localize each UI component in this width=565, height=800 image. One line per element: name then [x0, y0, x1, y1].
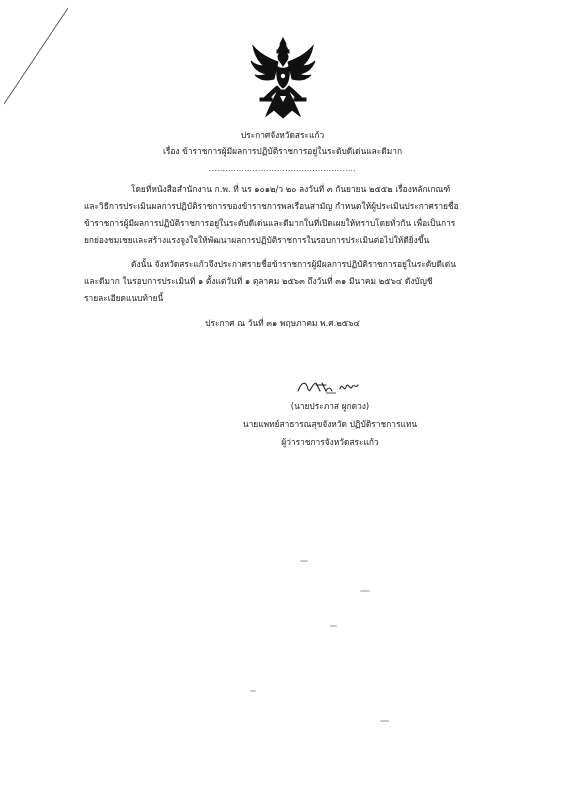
- paragraph1-line2: และวิธีการประเมินผลการปฏิบัติราชการของข้าราชการพลเรือนสามัญ กำหนดให้ผู้ประเมินประกาศรายชื่อ: [84, 201, 459, 211]
- scan-speck: [360, 590, 370, 592]
- paragraph1-line3: ข้าราชการผู้มีผลการปฏิบัติราชการอยู่ในระดับดีเด่นและดีมากในที่เปิดเผยให้ทราบโดยทั่วกัน เพื่อเป็นการ: [84, 218, 456, 228]
- paragraph2-line1: ดังนั้น จังหวัดสระแก้วจึงประกาศรายชื่อข้าราชการผู้มีผลการปฏิบัติราชการอยู่ในระดับดีเด่น: [131, 259, 456, 269]
- garuda-emblem-icon: [250, 36, 316, 120]
- paragraph2-line2: และดีมาก ในรอบการประเมินที่ ๑ ตั้งแต่วันที่ ๑ ตุลาคม ๒๕๖๓ ถึงวันที่ ๓๑ มีนาคม ๒๕๖๔ ดังบัญชี: [84, 276, 433, 286]
- handwritten-signature: [296, 377, 360, 397]
- scan-speck: [380, 720, 389, 722]
- scan-speck: [330, 625, 337, 627]
- paragraph2-line3: รายละเอียดแนบท้ายนี้: [84, 293, 164, 303]
- paragraph1-line4: ยกย่องชมเชยและสร้างแรงจูงใจให้พัฒนาผลการปฏิบัติราชการในรอบการประเมินต่อไปให้ดียิ่งขึ้น: [84, 235, 430, 245]
- document-title: ประกาศจังหวัดสระแก้ว: [240, 130, 325, 140]
- paragraph1-line1: โดยที่หนังสือสำนักงาน ก.พ. ที่ นร ๑๐๑๒/ว ๒๐ ลงวันที่ ๓ กันยายน ๒๕๕๒ เรื่องหลักเกณฑ์: [131, 184, 451, 194]
- signatory-name: (นายประภาส ผูกดวง): [290, 401, 370, 411]
- document-subject: เรื่อง ข้าราชการผู้มีผลการปฏิบัติราชการอยู่ในระดับดีเด่นและดีมาก: [162, 146, 403, 156]
- scan-fold-line: [0, 0, 80, 110]
- scan-speck: [300, 560, 308, 562]
- scan-speck: [250, 690, 256, 692]
- signatory-acting-for: ผู้ว่าราชการจังหวัดสระแก้ว: [281, 437, 379, 447]
- title-divider: ......................................................: [208, 165, 357, 173]
- announcement-date: ประกาศ ณ วันที่ ๓๑ พฤษภาคม พ.ศ.๒๕๖๔: [205, 318, 360, 328]
- signatory-position: นายแพทย์สาธารณสุขจังหวัด ปฏิบัติราชการแทน: [242, 419, 418, 429]
